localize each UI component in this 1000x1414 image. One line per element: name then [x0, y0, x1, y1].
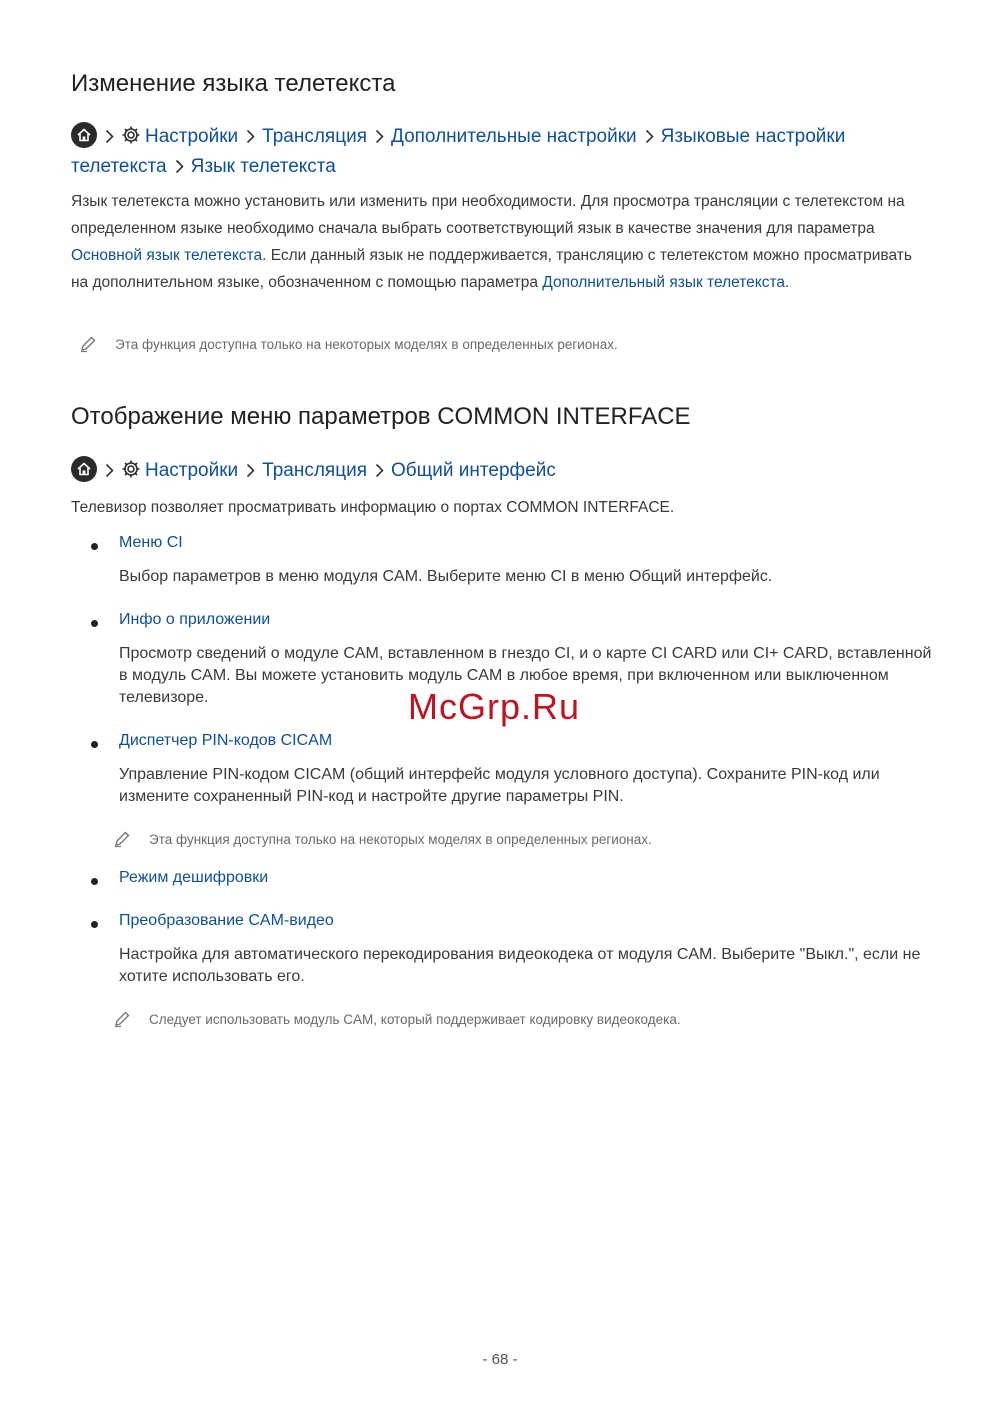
body-text: . Если данный язык не поддерживается, трансляцию с телетекстом можно просматривать на дополнительном языке, обозначенном с помощью параметра	[71, 247, 912, 291]
chevron-right-icon	[105, 459, 114, 486]
chevron-right-icon	[375, 125, 384, 152]
path-settings-link[interactable]: Настройки	[145, 126, 239, 147]
item-app-info[interactable]: Инфо о приложении	[119, 611, 271, 628]
item-description: Выбор параметров в меню модуля CAM. Выберите меню CI в меню Общий интерфейс.	[119, 568, 773, 585]
secondary-teletext-language-link[interactable]: Дополнительный язык телетекста	[542, 274, 786, 291]
home-icon	[71, 456, 97, 482]
item-description: Просмотр сведений о модуле CAM, вставленном в гнездо CI, и о карте CI CARD или CI+ CARD, вставленной в модуль CAM. Вы можете установить модуль CAM в любое время, при включенном или выключенном телевизоре.	[119, 645, 932, 706]
chevron-right-icon	[246, 459, 255, 486]
pencil-icon	[113, 830, 131, 851]
note-text: Эта функция доступна только на некоторых моделях в определенных регионах.	[149, 832, 652, 847]
chevron-right-icon	[175, 155, 184, 182]
item-ci-menu[interactable]: Меню CI	[119, 534, 183, 551]
item-decryption-mode[interactable]: Режим дешифровки	[119, 869, 269, 886]
path-common-interface-link[interactable]: Общий интерфейс	[391, 460, 556, 481]
pencil-icon	[79, 335, 97, 356]
path-broadcast-link[interactable]: Трансляция	[262, 460, 367, 481]
item-description: Настройка для автоматического перекодирования видеокодека от модуля CAM. Выберите "Выкл.", если не хотите использовать его.	[119, 946, 921, 985]
bullet	[91, 915, 101, 925]
chevron-right-icon	[375, 459, 384, 486]
page-number: - 68 -	[482, 1351, 518, 1368]
bullet	[91, 614, 101, 624]
item-cam-video-conversion[interactable]: Преобразование CAM-видео	[119, 912, 334, 929]
gear-icon	[121, 125, 141, 153]
gear-icon	[121, 459, 141, 487]
item-description: Управление PIN-кодом CICAM (общий интерфейс модуля условного доступа). Сохраните PIN-код или измените сохраненный PIN-код и настройте другие параметры PIN.	[119, 766, 880, 805]
chevron-right-icon	[645, 125, 654, 152]
note-text: Эта функция доступна только на некоторых моделях в определенных регионах.	[115, 337, 618, 352]
item-cicam-pin-manager[interactable]: Диспетчер PIN-кодов CICAM	[119, 732, 333, 749]
body-text: .	[785, 274, 790, 291]
section-title-teletext-language: Изменение языка телетекста	[71, 70, 396, 97]
path-advanced-link[interactable]: Дополнительные настройки	[391, 126, 637, 147]
note-text: Следует использовать модуль CAM, который поддерживает кодировку видеокодека.	[149, 1012, 681, 1027]
primary-teletext-language-link[interactable]: Основной язык телетекста	[71, 247, 263, 264]
menu-path-common-interface	[71, 456, 931, 487]
common-interface-intro: Телевизор позволяет просматривать информацию о портах COMMON INTERFACE.	[71, 499, 675, 516]
path-settings-link[interactable]: Настройки	[145, 460, 239, 481]
home-icon	[71, 122, 97, 148]
menu-path-teletext	[71, 122, 931, 182]
path-broadcast-link[interactable]: Трансляция	[262, 126, 367, 147]
body-text: Язык телетекста можно установить или изменить при необходимости. Для просмотра трансляции с телетекстом на определенном языке необходимо сначала выбрать соответствующий язык в качестве значения для параметра	[71, 193, 905, 237]
bullet	[91, 735, 101, 745]
watermark: McGrp.Ru	[408, 686, 581, 727]
path-teletext-language-link[interactable]: Язык телетекста	[190, 156, 336, 177]
section-title-common-interface: Отображение меню параметров COMMON INTERFACE	[71, 403, 691, 430]
bullet	[91, 537, 101, 547]
pencil-icon	[113, 1010, 131, 1031]
bullet	[91, 872, 101, 882]
path-language-settings-line2: телетекста	[71, 156, 167, 177]
chevron-right-icon	[105, 125, 114, 152]
chevron-right-icon	[246, 125, 255, 152]
teletext-description	[71, 188, 931, 296]
path-language-settings-line1: Языковые настройки	[660, 126, 846, 147]
